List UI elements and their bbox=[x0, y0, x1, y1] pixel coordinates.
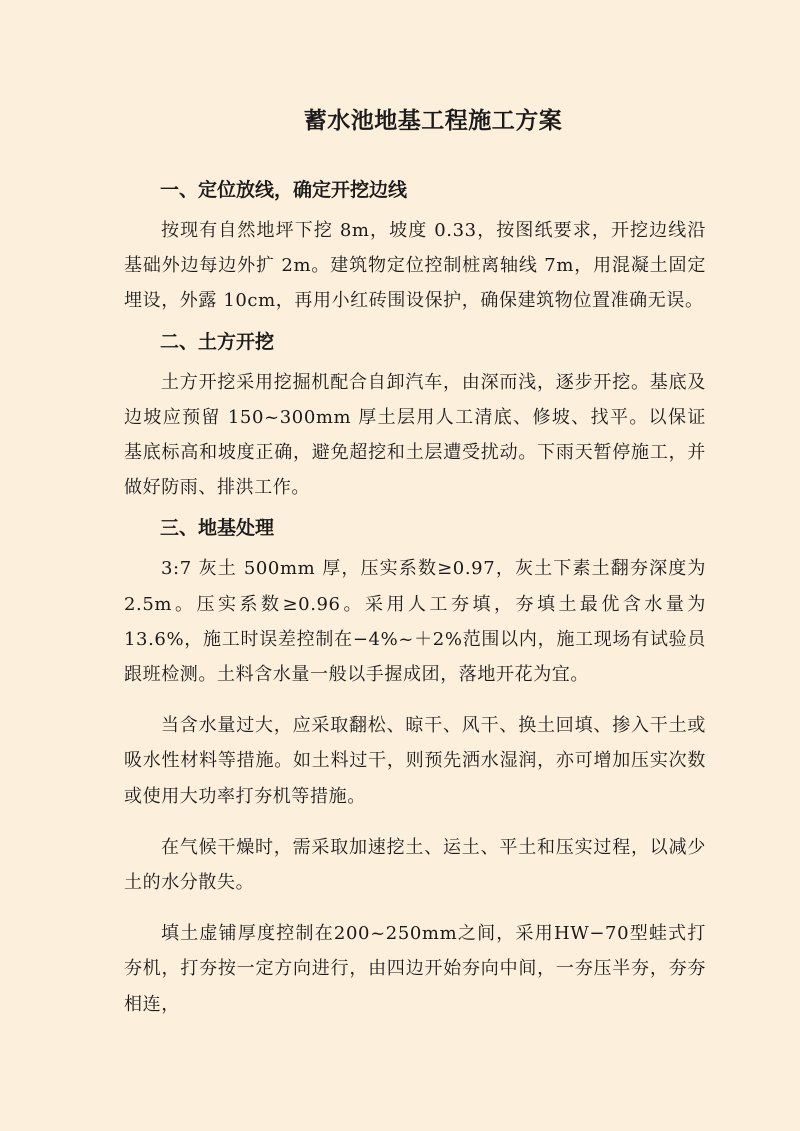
section-heading-3: 三、地基处理 bbox=[160, 517, 275, 540]
section-2-paragraph-1: 土方开挖采用挖掘机配合自卸汽车，由深而浅，逐步开挖。基底及边坡应预留 150~300mm 厚土层用人工清底、修坡、找平。以保证基底标高和坡度正确，避免超挖和土层遭受扰动。下雨天暂停施工，并做好防雨、排洪工作。 bbox=[124, 371, 706, 499]
section-3-paragraph-2: 当含水量过大，应采取翻松、晾干、风干、换土回填、掺入干土或吸水性材料等措施。如土料过干，则预先洒水湿润，亦可增加压实次数或使用大功率打夯机等措施。 bbox=[124, 715, 706, 807]
document-title: 蓄水池地基工程施工方案 bbox=[303, 107, 563, 134]
section-3-paragraph-4: 填土虚铺厚度控制在200~250mm之间，采用HW−70型蛙式打夯机，打夯按一定方向进行，由四边开始夯向中间，一夯压半夯，夯夯相连， bbox=[124, 923, 706, 1015]
section-heading-1: 一、定位放线，确定开挖边线 bbox=[160, 179, 408, 201]
section-1-paragraph-1: 按现有自然地坪下挖 8m，坡度 0.33，按图纸要求，开挖边线沿基础外边每边外扩 2m。建筑物定位控制桩离轴线 7m，用混凝土固定埋设，外露 10cm，再用小红砖围设保护，确保建筑物位置准确无误。 bbox=[124, 220, 706, 312]
section-3-paragraph-3: 在气候干燥时，需采取加速挖土、运土、平土和压实过程，以减少土的水分散失。 bbox=[124, 836, 706, 894]
section-heading-2: 二、土方开挖 bbox=[160, 330, 275, 353]
section-3-paragraph-1: 3:7 灰土 500mm 厚，压实系数≥0.97，灰土下素土翻夯深度为 2.5m。压实系数≥0.96。采用人工夯填，夯填土最优含水量为 13.6%，施工时误差控制在−4%~＋2%范围以内，施工现场有试验员跟班检测。土料含水量一般以手握成团，落地开花为宜。 bbox=[124, 558, 706, 686]
